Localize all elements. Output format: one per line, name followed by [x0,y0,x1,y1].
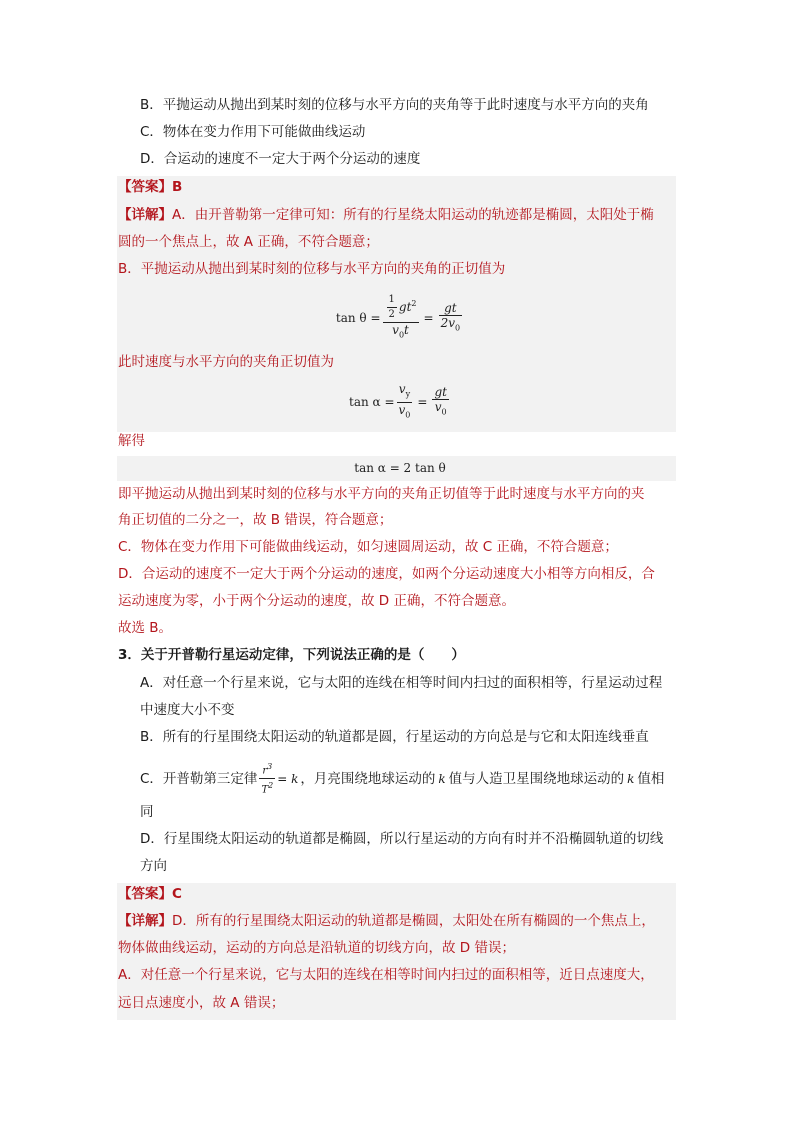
q2-solve-label: 解得 [118,433,145,449]
q2-detail-a-line2: 圆的一个焦点上，故 A 正确，不符合题意； [118,234,379,250]
q2-detail-d-line1: D．合运动的速度不一定大于两个分运动的速度，如两个分运动速度大小相等方向相反，合 [118,566,655,582]
q2-detail-b-line1: B．平抛运动从抛出到某时刻的位移与水平方向的夹角的正切值为 [118,261,506,277]
q2-detail-a-line1 [118,205,654,225]
q2-option-d: D．合运动的速度不一定大于两个分运动的速度 [140,151,421,167]
eq1-fraction-right: $\frac{gt}{2v_0}$ [440,300,461,333]
q3-option-c-line1: C．开普勒第三定律 $\frac{r^3}{T^2}$ = k ，月亮围绕地球运动的 k 值与人造卫星围绕地球运动的 k 值相 [140,762,665,796]
q3-detail-label: 【详解】 [118,913,172,929]
q2-detail-d-line2: 运动速度为零，小于两个分运动的速度，故 D 正确，不符合题意。 [118,593,515,609]
q3-stem: 3．关于开普勒行星运动定律，下列说法正确的是（ ） [118,647,465,663]
q2-detail-c: C．物体在变力作用下可能做曲线运动，如匀速圆周运动，故 C 正确，不符合题意； [118,539,618,555]
q2-answer [118,177,182,197]
q3-answer-value: C [172,886,182,902]
q3-answer-label: 【答案】 [118,886,172,902]
eq2-fraction-left: $\frac{v_y}{v_0}$ [398,382,411,419]
q2-answer-label: 【答案】 [118,179,172,195]
q3-option-c-line2: 同 [140,804,154,820]
q2-option-b: B．平抛运动从抛出到某时刻的位移与水平方向的夹角等于此时速度与水平方向的夹角 [140,97,649,113]
q2-detail-b-line2: 此时速度与水平方向的夹角正切值为 [118,354,334,370]
q3-detail-a-line1: A．对任意一个行星来说，它与太阳的连线在相等时间内扫过的面积相等，近日点速度大， [118,967,654,983]
q2-detail-b-line3: 即平抛运动从抛出到某时刻的位移与水平方向的夹角正切值等于此时速度与水平方向的夹 [118,486,645,502]
q2-detail-b-line4: 角正切值的二分之一，故 B 错误，符合题意； [118,512,393,528]
q3-option-d-line1: D．行星围绕太阳运动的轨道都是椭圆，所以行星运动的方向有时并不沿椭圆轨道的切线 [140,831,664,847]
equation-result: tan α = 2 tan θ [354,461,446,475]
eq1-fraction-left: $\frac{1}{2}$ $gt^2$ $v_0t$ [383,293,419,342]
q2-detail-label: 【详解】 [118,207,172,223]
q3-detail-d-line1: 【详解】D．所有的行星围绕太阳运动的轨道都是椭圆，太阳处在所有椭圆的一个焦点上， [118,913,655,929]
q3-option-a-line1: A．对任意一个行星来说，它与太阳的连线在相等时间内扫过的面积相等，行星运动过程 [140,675,663,691]
q2-conclusion: 故选 B。 [118,620,173,636]
equation-tan-theta: tan θ = $\frac{1}{2}$ $gt^2$ $v_0t$ = $\frac{gt}{2v_0}$ [300,288,500,348]
q3-option-a-line2: 中速度大小不变 [140,702,235,718]
eq2-fraction-right: $\frac{gt}{v_0}$ [434,384,447,417]
q3-answer [118,884,182,904]
q3-option-b: B．所有的行星围绕太阳运动的轨道都是圆，行星运动的方向总是与它和太阳连线垂直 [140,729,649,745]
equation-tan-alpha: tan α = $\frac{v_y}{v_0}$ = $\frac{gt}{v_0}$ [300,380,500,424]
q3-option-d-line2: 方向 [140,858,167,874]
eq1-half: $\frac{1}{2}$ [388,294,395,321]
q3-option-c-pre: C．开普勒第三定律 [140,770,258,787]
eq2-lhs: tan α = [349,395,395,409]
q2-answer-value: B [172,179,183,195]
q2-option-c: C．物体在变力作用下可能做曲线运动 [140,124,366,140]
kepler-third-law-fraction: $\frac{r^3}{T^2}$ [261,762,274,796]
eq1-lhs: tan θ = [335,311,381,325]
q3-detail-a-line2: 远日点速度小，故 A 错误； [118,995,285,1011]
q2-detail-a-text: A．由开普勒第一定律可知：所有的行星绕太阳运动的轨迹都是椭圆，太阳处于椭 [172,207,654,223]
q3-detail-d-line2: 物体做曲线运动，运动的方向总是沿轨道的切线方向，故 D 错误； [118,940,515,956]
